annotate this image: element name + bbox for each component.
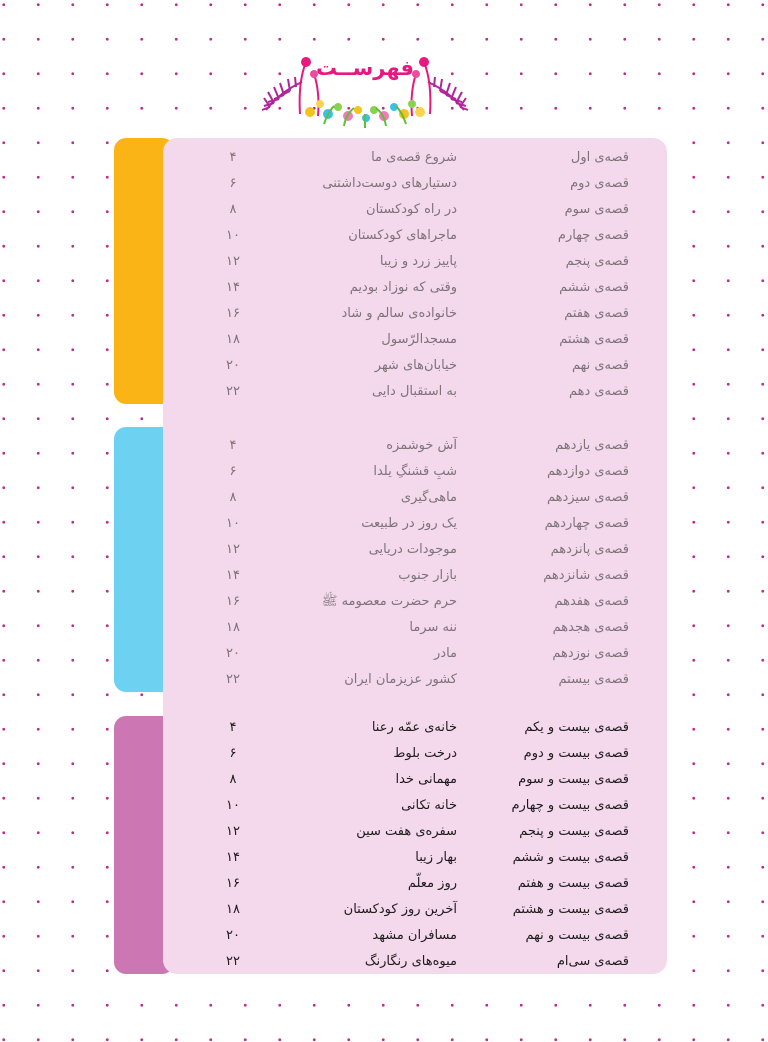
page-number: ۴ bbox=[229, 720, 237, 735]
story-title: آش خوشمزه bbox=[386, 438, 457, 453]
page-number: ۱۸ bbox=[226, 902, 240, 917]
story-number: قصه‌ی بیست و هشتم bbox=[512, 902, 629, 917]
story-number: قصه‌ی بیست و هفتم bbox=[517, 876, 629, 891]
story-number: قصه‌ی سوم bbox=[564, 202, 629, 217]
page-number: ۱۸ bbox=[226, 620, 240, 635]
story-number: قصه‌ی یازدهم bbox=[555, 438, 629, 453]
toc-entry[interactable] bbox=[163, 923, 667, 949]
page-number: ۸ bbox=[229, 772, 237, 787]
story-title: ماجراهای کودکستان bbox=[348, 228, 457, 243]
page-number: ۲۲ bbox=[226, 384, 240, 399]
story-title: مهمانی خدا bbox=[395, 772, 457, 787]
page-number: ۱۲ bbox=[226, 542, 240, 557]
story-title: روز معلّم bbox=[407, 876, 457, 891]
story-number: قصه‌ی شانزدهم bbox=[543, 568, 629, 583]
story-title: ماهی‌گیری bbox=[400, 490, 457, 505]
toc-entry[interactable] bbox=[163, 171, 667, 197]
toc-entry[interactable] bbox=[163, 897, 667, 923]
story-number: قصه‌ی اول bbox=[570, 150, 629, 165]
story-title: خانه تکانی bbox=[401, 798, 457, 813]
page-number: ۲۲ bbox=[226, 954, 240, 969]
story-number: قصه‌ی هفتم bbox=[564, 306, 629, 321]
page-number: ۶ bbox=[229, 746, 237, 761]
story-number: قصه‌ی ششم bbox=[559, 280, 629, 295]
story-title: شروع قصه‌ی ما bbox=[371, 150, 457, 165]
toc-entry[interactable] bbox=[163, 379, 667, 405]
page-number: ۱۴ bbox=[226, 280, 240, 295]
page-number: ۱۲ bbox=[226, 824, 240, 839]
story-title: سفره‌ی هفت سین bbox=[356, 824, 457, 839]
toc-entry[interactable] bbox=[163, 537, 667, 563]
story-title: خیابان‌های شهر bbox=[374, 358, 457, 373]
page-number: ۱۸ bbox=[226, 332, 240, 347]
page-number: ۶ bbox=[229, 464, 237, 479]
toc-entry[interactable] bbox=[163, 793, 667, 819]
toc-entry[interactable] bbox=[163, 667, 667, 693]
toc-entry[interactable] bbox=[163, 845, 667, 871]
toc-header bbox=[258, 52, 472, 130]
story-title: آخرین روز کودکستان bbox=[343, 902, 457, 917]
toc-entry[interactable] bbox=[163, 949, 667, 975]
toc-entry[interactable] bbox=[163, 353, 667, 379]
page-number: ۴ bbox=[229, 150, 237, 165]
toc-entry[interactable] bbox=[163, 485, 667, 511]
story-number: قصه‌ی هجدهم bbox=[552, 620, 629, 635]
page-number: ۸ bbox=[229, 490, 237, 505]
toc-entry[interactable] bbox=[163, 871, 667, 897]
page-number: ۴ bbox=[229, 438, 237, 453]
page-number: ۱۰ bbox=[226, 228, 240, 243]
page-number: ۱۰ bbox=[226, 798, 240, 813]
story-title: موجودات دریایی bbox=[368, 542, 457, 557]
toc-panel bbox=[163, 138, 667, 974]
toc-entry[interactable] bbox=[163, 715, 667, 741]
story-number: قصه‌ی بیست و چهارم bbox=[511, 798, 629, 813]
story-number: قصه‌ی بیست و سوم bbox=[518, 772, 629, 787]
story-number: قصه‌ی بیست و ششم bbox=[512, 850, 629, 865]
toc-entry[interactable] bbox=[163, 819, 667, 845]
story-number: قصه‌ی پانزدهم bbox=[550, 542, 629, 557]
story-number: قصه‌ی دوازدهم bbox=[546, 464, 629, 479]
page-number: ۱۶ bbox=[226, 306, 240, 321]
story-number: قصه‌ی نهم bbox=[571, 358, 629, 373]
toc-entry[interactable] bbox=[163, 741, 667, 767]
toc-entry[interactable] bbox=[163, 615, 667, 641]
story-number: قصه‌ی هفدهم bbox=[554, 594, 629, 609]
story-title: یک روز در طبیعت bbox=[361, 516, 457, 531]
toc-entry[interactable] bbox=[163, 641, 667, 667]
story-number: قصه‌ی بیستم bbox=[558, 672, 629, 687]
page-number: ۱۶ bbox=[226, 594, 240, 609]
story-title: حرم حضرت معصومه ﷺ bbox=[321, 594, 457, 609]
story-number: قصه‌ی نوزدهم bbox=[552, 646, 629, 661]
story-title: مادر bbox=[434, 646, 457, 661]
page-number: ۲۰ bbox=[226, 928, 240, 943]
page-number: ۱۴ bbox=[226, 850, 240, 865]
toc-entry[interactable] bbox=[163, 275, 667, 301]
story-number: قصه‌ی سیزدهم bbox=[546, 490, 629, 505]
story-number: قصه‌ی بیست و نهم bbox=[525, 928, 629, 943]
story-number: قصه‌ی پنجم bbox=[565, 254, 629, 269]
story-title: دستیارهای دوست‌داشتنی bbox=[322, 176, 457, 191]
page-number: ۲۰ bbox=[226, 646, 240, 661]
toc-entry[interactable] bbox=[163, 563, 667, 589]
toc-entry[interactable] bbox=[163, 327, 667, 353]
page-number: ۱۰ bbox=[226, 516, 240, 531]
story-title: خانواده‌ی سالم و شاد bbox=[341, 306, 457, 321]
story-number: قصه‌ی هشتم bbox=[559, 332, 629, 347]
page-number: ۱۲ bbox=[226, 254, 240, 269]
story-title: درخت بلوط bbox=[393, 746, 457, 761]
story-title: وقتی که نوزاد بودیم bbox=[349, 280, 457, 295]
story-title: خانه‌ی عمّه رعنا bbox=[371, 720, 457, 735]
story-number: قصه‌ی چهاردهم bbox=[544, 516, 629, 531]
story-number: قصه‌ی سی‌ام bbox=[556, 954, 629, 969]
story-title: به استقبال دایی bbox=[371, 384, 457, 399]
toc-entry[interactable] bbox=[163, 223, 667, 249]
story-title: پاییز زرد و زیبا bbox=[379, 254, 457, 269]
page-number: ۱۴ bbox=[226, 568, 240, 583]
page-number: ۲۰ bbox=[226, 358, 240, 373]
story-number: قصه‌ی بیست و پنجم bbox=[519, 824, 629, 839]
story-title: میوه‌های رنگارنگ bbox=[364, 954, 457, 969]
toc-entry[interactable] bbox=[163, 197, 667, 223]
page-number: ۸ bbox=[229, 202, 237, 217]
story-number: قصه‌ی دوم bbox=[570, 176, 629, 191]
toc-entry[interactable] bbox=[163, 249, 667, 275]
story-title: ننه سرما bbox=[409, 620, 457, 635]
story-title: مسجدالرّسول bbox=[381, 332, 457, 347]
toc-entry[interactable] bbox=[163, 589, 667, 615]
toc-title: فهرســت bbox=[316, 56, 414, 80]
story-title: در راه کودکستان bbox=[366, 202, 457, 217]
toc-entry[interactable] bbox=[163, 511, 667, 537]
page-number: ۲۲ bbox=[226, 672, 240, 687]
story-title: کشور عزیزمان ایران bbox=[344, 672, 457, 687]
toc-entry[interactable] bbox=[163, 459, 667, 485]
story-title: بازار جنوب bbox=[398, 568, 457, 583]
story-number: قصه‌ی بیست و دوم bbox=[523, 746, 629, 761]
page-number: ۶ bbox=[229, 176, 237, 191]
story-number: قصه‌ی چهارم bbox=[557, 228, 629, 243]
toc-entry[interactable] bbox=[163, 433, 667, 459]
story-number: قصه‌ی دهم bbox=[568, 384, 629, 399]
toc-entry[interactable] bbox=[163, 767, 667, 793]
story-title: شبِ قشنگِ یلدا bbox=[373, 464, 457, 479]
story-title: بهار زیبا bbox=[415, 850, 457, 865]
story-title: مسافران مشهد bbox=[372, 928, 457, 943]
story-number: قصه‌ی بیست و یکم bbox=[524, 720, 629, 735]
toc-entry[interactable] bbox=[163, 145, 667, 171]
page-number: ۱۶ bbox=[226, 876, 240, 891]
toc-entry[interactable] bbox=[163, 301, 667, 327]
